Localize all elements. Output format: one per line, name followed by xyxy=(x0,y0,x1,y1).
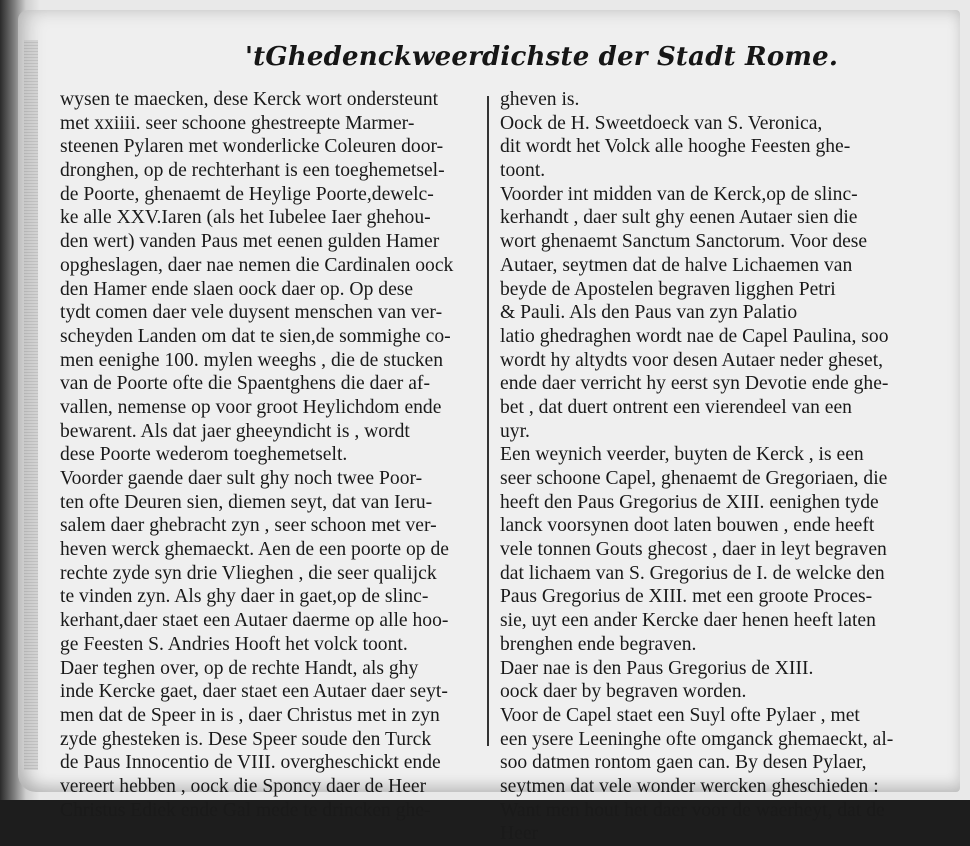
text-line: Daer teghen over, op de rechte Handt, als ghy xyxy=(60,657,419,679)
text-line: wort ghenaemt Sanctum Sanctorum. Voor dese xyxy=(500,231,868,253)
text-line: Heer xyxy=(500,823,539,845)
text-line: heeft den Paus Gregorius de XIII. eenighen tyde xyxy=(500,491,879,513)
text-line: ende daer verricht hy eerst syn Devotie ende ghe- xyxy=(500,373,889,395)
text-line: tydt comen daer vele duysent menschen van ver- xyxy=(60,302,443,324)
text-line: latio ghedraghen wordt nae de Capel Paulina, soo xyxy=(500,325,889,347)
text-line: inde Kercke gaet, daer staet een Autaer daer seyt- xyxy=(60,681,448,703)
text-line: Voorder gaende daer sult ghy noch twee Poor- xyxy=(60,468,423,489)
text-line: Oock de H. Sweetdoeck van S. Veronica, xyxy=(500,112,823,134)
text-line: te vinden zyn. Als ghy daer in gaet,op de slinc- xyxy=(60,586,429,608)
text-line: de Poorte, ghenaemt de Heylige Poorte,dewelc- xyxy=(60,183,434,205)
running-head: 'tGhedenckweerdichste der Stadt Rome. xyxy=(245,42,839,72)
text-line: met xxiiii. seer schoone ghestreepte Marmer- xyxy=(60,112,415,134)
text-line: ke alle XXV.Iaren (als het Iubelee Iaer ghehou- xyxy=(60,207,431,229)
text-line: bet , dat duert ontrent een vierendeel van een xyxy=(500,396,852,418)
text-line: wysen te maecken, dese Kerck wort ondersteunt xyxy=(60,89,439,110)
text-line: de Paus Innocentio de VIII. overgheschickt ende xyxy=(60,752,441,774)
text-line: den Hamer ende slaen oock daer op. Op dese xyxy=(60,278,414,300)
text-line: van de Poorte ofte die Spaentghens die daer af- xyxy=(60,373,430,395)
text-line: men dat de Speer in is , daer Christus met in zyn xyxy=(60,704,440,726)
text-line: den wert) vanden Paus met eenen gulden Hamer xyxy=(60,231,440,253)
text-line: heven werck ghemaeckt. Aen de een poorte op de xyxy=(60,539,449,561)
text-line: vereert hebben , oock die Sponcy daer de Heer xyxy=(60,775,427,797)
text-line: ge Feesten S. Andries Hooft het volck toont. xyxy=(60,633,408,655)
text-line: zyde ghesteken is. Dese Speer soude den Turck xyxy=(60,728,432,750)
text-line: Voorder int midden van de Kerck,op de slinc- xyxy=(500,183,858,205)
page-edge-stack xyxy=(24,40,38,770)
text-line: & Pauli. Als den Paus van zyn Palatio xyxy=(500,302,798,324)
text-line: ten ofte Deuren sien, diemen seyt, dat van Ieru- xyxy=(60,491,433,513)
text-line: kerhandt , daer sult ghy eenen Autaer sien die xyxy=(500,207,858,229)
text-line: Christus Ediek ende Gal mede te drincken ghe- xyxy=(60,799,431,821)
text-line: steenen Pylaren met wonderlicke Coleuren door- xyxy=(60,136,444,158)
text-line: dronghen, op de rechterhant is een toeghemetsel- xyxy=(60,160,445,182)
text-line: soo datmen rontom gaen can. By desen Pylaer, xyxy=(500,752,867,774)
text-line: beyde de Apostelen begraven ligghen Petri xyxy=(500,278,836,300)
text-line: dit wordt het Volck alle hooghe Feesten ghe- xyxy=(500,136,851,158)
right-column xyxy=(500,88,912,846)
text-line: dese Poorte wederom toeghemetselt. xyxy=(60,444,348,466)
text-line: seytmen dat vele wonder wercken gheschieden : xyxy=(500,775,879,797)
text-line: sie, uyt een ander Kercke daer henen heeft laten xyxy=(500,610,876,632)
text-line: uyr. xyxy=(500,420,530,442)
text-line: gheven is. xyxy=(500,89,580,110)
text-line: Autaer, seytmen dat de halve Lichaemen van xyxy=(500,254,853,276)
column-divider xyxy=(487,96,489,746)
text-line: scheyden Landen om dat te sien,de sommighe co- xyxy=(60,325,451,347)
text-line: vele tonnen Gouts ghecost , daer in leyt begraven xyxy=(500,539,887,561)
text-line: men eenighe 100. mylen weeghs , die de stucken xyxy=(60,349,444,371)
text-line: Paus Gregorius de XIII. met een groote Proces- xyxy=(500,586,873,608)
text-line: Want men hout het daer voor de waerheyt, dat de xyxy=(500,799,885,821)
text-line: een ysere Leeninghe ofte omganck ghemaeckt, al- xyxy=(500,728,894,750)
text-line: Een weynich veerder, buyten de Kerck , is een xyxy=(500,444,864,466)
text-line: Daer nae is den Paus Gregorius de XIII. xyxy=(500,657,814,679)
text-line: dat lichaem van S. Gregorius de I. de welcke den xyxy=(500,562,885,584)
text-line: salem daer ghebracht zyn , seer schoon met ver- xyxy=(60,515,437,537)
text-line: seer schoone Capel, ghenaemt de Gregoriaen, die xyxy=(500,468,888,489)
text-line: oock daer by begraven worden. xyxy=(500,681,747,703)
text-line: wordt hy altydts voor desen Autaer neder gheset, xyxy=(500,349,884,371)
text-line: opgheslagen, daer nae nemen die Cardinalen oock xyxy=(60,254,454,276)
text-line: bewarent. Als dat jaer gheeyndicht is , wordt xyxy=(60,420,410,442)
text-line: vallen, nemense op voor groot Heylichdom ende xyxy=(60,396,442,418)
text-line: rechte zyde syn drie Vlieghen , die seer qualijck xyxy=(60,562,437,584)
text-line: brenghen ende begraven. xyxy=(500,633,697,655)
text-line: lanck voorsynen doot laten bouwen , ende heeft xyxy=(500,515,875,537)
text-line: kerhant,daer staet een Autaer daerme op alle hoo- xyxy=(60,610,449,632)
text-line: Voor de Capel staet een Suyl ofte Pylaer , met xyxy=(500,704,860,726)
text-line: toont. xyxy=(500,160,546,182)
left-column xyxy=(60,88,478,822)
